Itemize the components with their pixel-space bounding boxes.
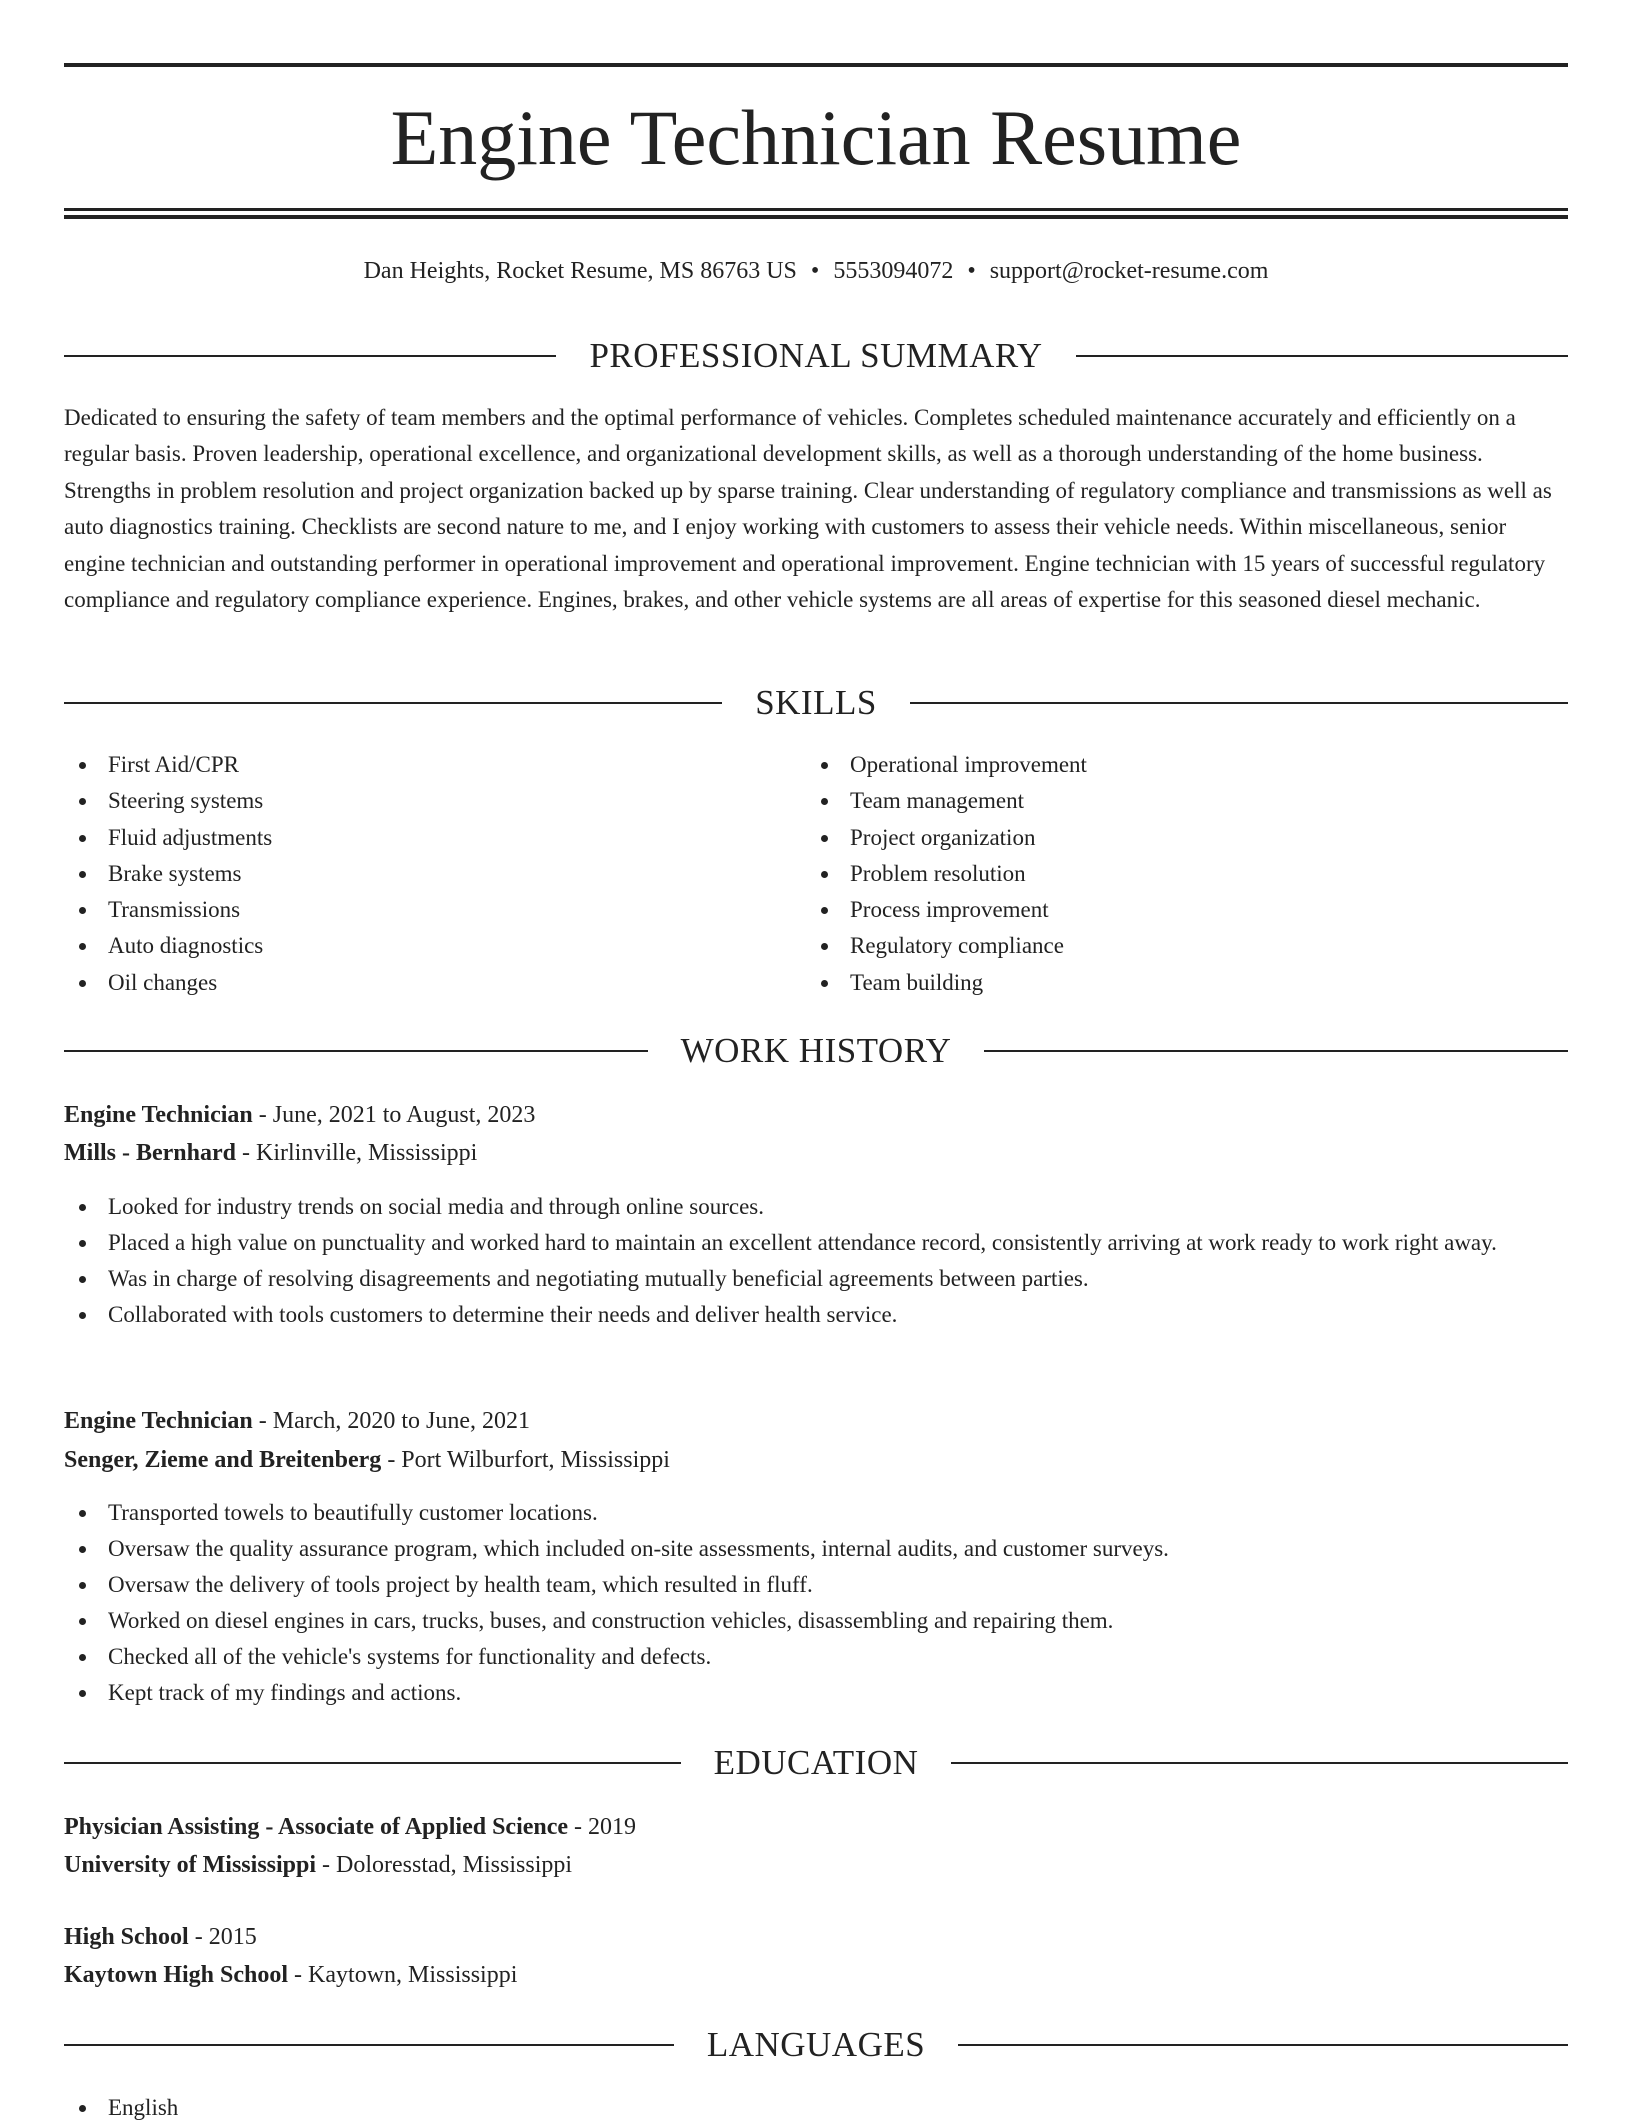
skill-item: Steering systems <box>64 783 764 819</box>
job-company: Mills - Bernhard <box>64 1140 236 1166</box>
skill-item: Operational improvement <box>806 747 1506 783</box>
resume-title: Engine Technician Resume <box>390 94 1242 181</box>
skill-item: Team building <box>806 965 1506 1001</box>
heading-rule <box>64 1762 681 1764</box>
title-rule-upper <box>64 208 1568 211</box>
section-title: EDUCATION <box>713 1743 919 1782</box>
heading-rule <box>64 1050 648 1052</box>
job-duty: Kept track of my findings and actions. <box>64 1675 1568 1711</box>
skill-item: Team management <box>806 783 1506 819</box>
education-location: - Kaytown, Mississippi <box>288 1962 518 1988</box>
job-title: Engine Technician <box>64 1408 253 1434</box>
heading-rule <box>910 702 1568 704</box>
skill-item: Transmissions <box>64 892 764 928</box>
heading-rule <box>984 1050 1568 1052</box>
education-year: - 2019 <box>568 1814 637 1840</box>
job-title: Engine Technician <box>64 1102 253 1128</box>
job-company-line <box>64 1134 1568 1172</box>
language-item: English <box>64 2090 1568 2126</box>
heading-rule <box>1076 355 1568 357</box>
skill-item: Process improvement <box>806 892 1506 928</box>
education-year: - 2015 <box>188 1924 257 1950</box>
job-duty: Transported towels to beautifully customer locations. <box>64 1495 1568 1531</box>
title-rule-lower <box>64 215 1568 219</box>
section-title: SKILLS <box>755 683 877 722</box>
languages-list <box>64 2090 1568 2126</box>
job-duty: Oversaw the quality assurance program, which included on-site assessments, internal audits, and customer surveys. <box>64 1531 1568 1567</box>
contact-line <box>64 254 1568 288</box>
job-duty: Placed a high value on punctuality and worked hard to maintain an excellent attendance record, consistently arriving at work ready to work right away. <box>64 1225 1568 1261</box>
section-heading-languages <box>64 2023 1568 2067</box>
job-duty: Oversaw the delivery of tools project by health team, which resulted in fluff. <box>64 1567 1568 1603</box>
skill-item: Project organization <box>806 820 1506 856</box>
section-title: LANGUAGES <box>706 2025 926 2064</box>
education-school-line <box>64 1956 1568 1994</box>
education-location: - Doloresstad, Mississippi <box>316 1852 573 1878</box>
section-title: WORK HISTORY <box>680 1031 952 1070</box>
job-title-line <box>64 1096 1568 1134</box>
section-title: PROFESSIONAL SUMMARY <box>589 336 1043 375</box>
education-degree: Physician Assisting - Associate of Applied Science <box>64 1814 569 1840</box>
education-school: Kaytown High School <box>64 1962 289 1988</box>
skill-item: Brake systems <box>64 856 764 892</box>
education-degree-line <box>64 1918 1568 1956</box>
skill-item: Oil changes <box>64 965 764 1001</box>
education-degree: High School <box>64 1924 189 1950</box>
job-title-line <box>64 1402 1568 1440</box>
skill-item: Fluid adjustments <box>64 820 764 856</box>
heading-rule <box>64 2044 674 2046</box>
contact-phone: 5553094072 <box>833 258 954 284</box>
heading-rule <box>64 702 722 704</box>
skills-list-left <box>64 747 764 1001</box>
heading-rule <box>64 355 556 357</box>
section-heading-summary <box>64 334 1568 378</box>
job-company: Senger, Zieme and Breitenberg <box>64 1447 382 1473</box>
contact-email: support@rocket-resume.com <box>989 258 1269 284</box>
summary-paragraph: Dedicated to ensuring the safety of team members and the optimal performance of vehicles. Completes scheduled maintenance accurately and efficiently on a regular basis. Proven leadership, operational excellence, and organizational development skills, as well as a thorough understanding of the home business. Strengths in problem resolution and project organization backed up by sparse training. Clear understanding of regulatory compliance and transmissions as well as auto diagnostics training. Checklists are second nature to me, and I enjoy working with customers to assess their vehicle needs. Within miscellaneous, senior engine technician and outstanding performer in operational improvement and operational improvement. Engine technician with 15 years of successful regulatory compliance and regulatory compliance experience. Engines, brakes, and other vehicle systems are all areas of expertise for this seasoned diesel mechanic. <box>64 405 1552 613</box>
top-rule <box>64 63 1568 67</box>
heading-rule <box>958 2044 1568 2046</box>
skill-item: Regulatory compliance <box>806 928 1506 964</box>
contact-address: Dan Heights, Rocket Resume, MS 86763 US <box>363 258 797 284</box>
section-heading-skills <box>64 681 1568 725</box>
job-duty: Was in charge of resolving disagreements and negotiating mutually beneficial agreements between parties. <box>64 1261 1568 1297</box>
job-duty: Looked for industry trends on social media and through online sources. <box>64 1189 1568 1225</box>
contact-separator: • <box>810 258 820 284</box>
education-degree-line <box>64 1808 1568 1846</box>
skill-item: Auto diagnostics <box>64 928 764 964</box>
job-dates: - June, 2021 to August, 2023 <box>252 1102 536 1128</box>
job-duty: Collaborated with tools customers to determine their needs and deliver health service. <box>64 1297 1568 1333</box>
heading-rule <box>951 1762 1568 1764</box>
skill-item: First Aid/CPR <box>64 747 764 783</box>
skills-list-right <box>806 747 1506 1001</box>
job-location: - Kirlinville, Mississippi <box>236 1140 478 1166</box>
job-location: - Port Wilburfort, Mississippi <box>381 1447 670 1473</box>
job-duties-list <box>64 1189 1568 1333</box>
contact-separator: • <box>967 258 976 284</box>
job-dates: - March, 2020 to June, 2021 <box>252 1408 531 1434</box>
section-heading-work <box>64 1029 1568 1073</box>
skill-item: Problem resolution <box>806 856 1506 892</box>
job-duty: Worked on diesel engines in cars, trucks, buses, and construction vehicles, disassembling and repairing them. <box>64 1603 1568 1639</box>
education-school-line <box>64 1846 1568 1884</box>
section-heading-education <box>64 1741 1568 1785</box>
job-company-line <box>64 1441 1568 1479</box>
job-duty: Checked all of the vehicle's systems for functionality and defects. <box>64 1639 1568 1675</box>
job-duties-list <box>64 1495 1568 1711</box>
education-school: University of Mississippi <box>64 1852 317 1878</box>
